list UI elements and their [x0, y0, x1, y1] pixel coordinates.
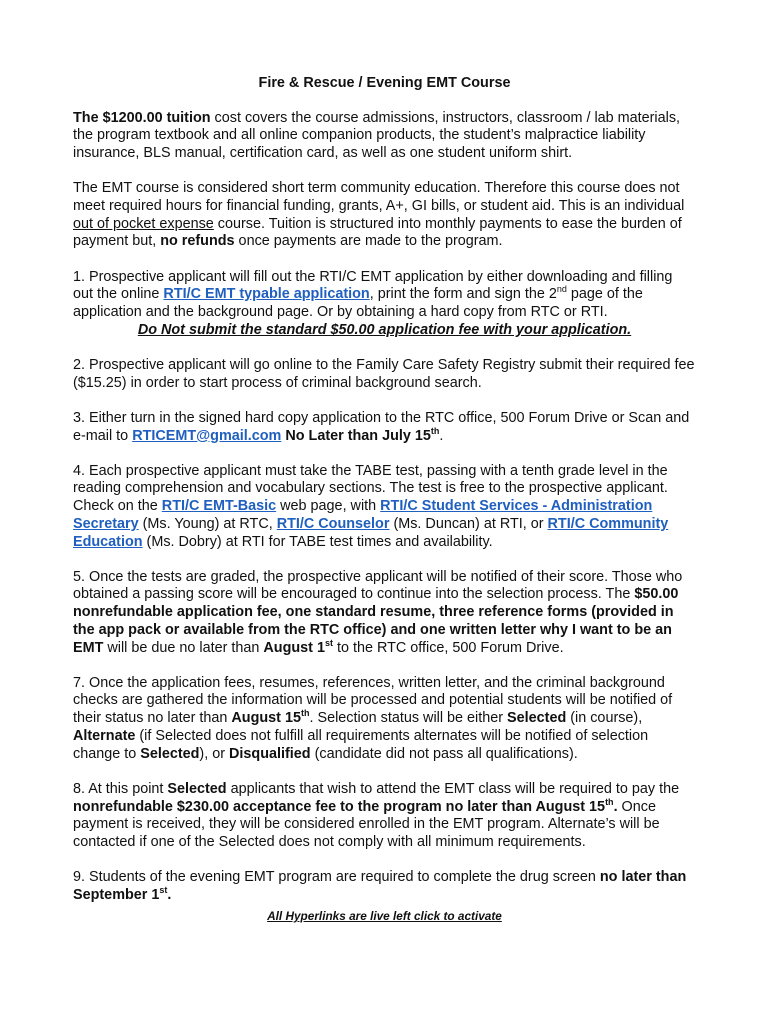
- step-4: 4. Each prospective applicant must take the TABE test, passing with a tenth grade level in the reading comprehension and vocabulary sections. The test is free to the prospective applicant. Check on the RTI/C EMT-Basic web page, with RTI/C Student Services - Administration Secretary (Ms. Young) at RTC, RTI/C Counselor (Ms. Duncan) at RTI, or RTI/C Community Education (Ms. Dobry) at RTI for TABE test times and availability.: [73, 462, 669, 550]
- step-2: 2. Prospective applicant will go online to the Family Care Safety Registry submit their required fee ($15.25) in order to start process of criminal background search.: [73, 356, 695, 391]
- page-title: Fire & Rescue / Evening EMT Course: [258, 75, 511, 91]
- step-8: 8. At this point Selected applicants that wish to attend the EMT class will be required to pay the nonrefundable $230.00 acceptance fee to the program no later than August 15th. Once payment is received, they will be considered enrolled in the EMT program. Alternate’s will be contacted if one of the Selected does not comply with all minimum requirements.: [73, 780, 680, 850]
- counselor-link[interactable]: RTI/C Counselor: [276, 515, 390, 532]
- community-education-link[interactable]: RTI/C Community Education: [73, 515, 669, 550]
- step-9: 9. Students of the evening EMT program are required to complete the drug screen no later than September 1st.: [73, 869, 687, 903]
- step-1: 1. Prospective applicant will fill out the RTI/C EMT application by either downloading and filling out the online RTI/C EMT typable application, print the form and sign the 2nd page of the application and the background page. Or by obtaining a hard copy from RTC or RTI. Do Not submit the standard $50.00 application fee with your application.: [73, 269, 696, 340]
- email-link[interactable]: RTICEMT@gmail.com: [132, 427, 282, 444]
- step-5: 5. Once the tests are graded, the prospective applicant will be notified of their score. Those who obtained a passing score will be encouraged to continue into the selection process. The $50.00 nonrefundable application fee, one standard resume, three reference forms (provided in the app pack or available from the RTC office) and one written letter why I want to be an EMT will be due no later than August 1st to the RTC office, 500 Forum Drive.: [73, 568, 683, 656]
- step-7: 7. Once the application fees, resumes, references, written letter, and the criminal background checks are gathered the information will be processed and potential students will be notified of their status no later than August 15th. Selection status will be either Selected (in course), Alternate (if Selected does not fulfill all requirements alternates will be notified of selection change to Selected), or Disqualified (candidate did not pass all qualifications).: [73, 674, 673, 762]
- funding-paragraph: The EMT course is considered short term community education. Therefore this course does not meet required hours for financial funding, grants, A+, GI bills, or student aid. This is an individual out of pocket expense course. Tuition is structured into monthly payments to ease the burden of payment but, no refunds once payments are made to the program.: [73, 180, 685, 250]
- typable-application-link[interactable]: RTI/C EMT typable application: [163, 286, 370, 303]
- tuition-amount: The $1200.00 tuition: [73, 109, 211, 126]
- application-fee-note: Do Not submit the standard $50.00 application fee with your application.: [137, 321, 632, 338]
- student-services-link[interactable]: RTI/C Student Services - Administration Secretary: [73, 498, 653, 532]
- out-of-pocket-text: out of pocket expense: [73, 215, 214, 232]
- hyperlinks-footer-note: All Hyperlinks are live left click to activate: [267, 909, 502, 924]
- emt-basic-link[interactable]: RTI/C EMT-Basic: [161, 498, 277, 515]
- step-3: 3. Either turn in the signed hard copy application to the RTC office, 500 Forum Drive or Scan and e-mail to RTICEMT@gmail.com No Later than July 15th.: [73, 409, 690, 444]
- no-refunds-text: no refunds: [160, 233, 235, 250]
- tuition-paragraph: The $1200.00 tuition cost covers the course admissions, instructors, classroom / lab materials, the program textbook and all online companion products, the student’s malpractice liability insurance, BLS manual, certification card, as well as one student uniform shirt.: [73, 109, 681, 162]
